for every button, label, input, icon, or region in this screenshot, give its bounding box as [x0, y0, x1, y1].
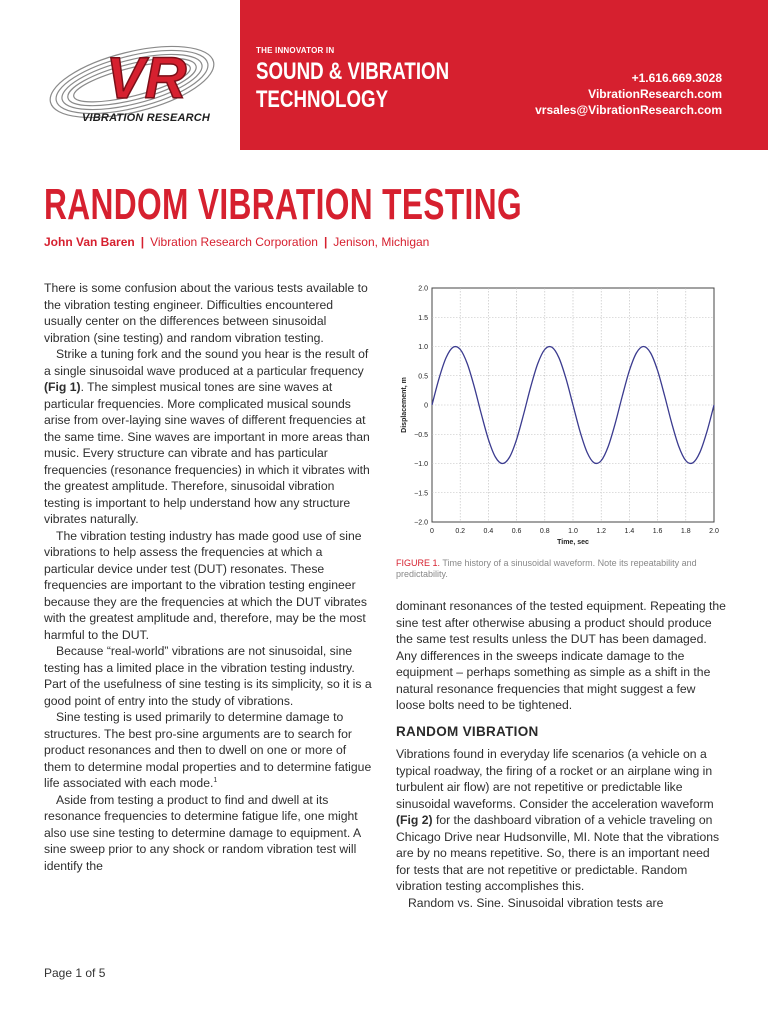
vr-logo	[44, 26, 244, 126]
paragraph	[44, 346, 372, 528]
x-tick-label: 1.0	[568, 528, 578, 535]
byline-separator: |	[323, 235, 328, 249]
paragraph: There is some confusion about the various tests available to the vibration testing engineer. Difficulties encountered usually center on the differences between sinusoidal vibration (sine testing) and random vibration testing.	[44, 281, 368, 345]
section-heading: RANDOM VIBRATION	[396, 723, 539, 739]
y-axis-label: Displacement, m	[401, 377, 408, 433]
byline	[44, 235, 429, 249]
y-tick-label: 0.5	[418, 373, 428, 381]
figure-caption-text: Time history of a sinusoidal waveform. Note its repeatability and predictability.	[396, 558, 697, 579]
sine-wave-chart	[396, 278, 726, 548]
y-tick-label: −1.5	[414, 490, 428, 498]
y-tick-label: 1.0	[418, 344, 428, 351]
logo-letters: VR	[106, 46, 187, 111]
tagline	[256, 58, 449, 114]
y-tick-label: 1.5	[418, 314, 428, 322]
paragraph	[396, 746, 726, 895]
y-tick-label: 2.0	[418, 285, 428, 293]
figure-reference: (Fig 2)	[396, 813, 433, 827]
tagline-line-2: TECHNOLOGY	[256, 86, 389, 113]
figure-caption-label: FIGURE 1.	[396, 558, 441, 568]
x-tick-label: 1.6	[652, 528, 663, 535]
author-organization: Vibration Research Corporation	[150, 235, 318, 249]
x-tick-label: 1.8	[680, 528, 691, 535]
tagline-line-1: SOUND & VIBRATION	[256, 58, 450, 85]
x-tick-label: 0.8	[539, 528, 550, 535]
x-tick-label: 0.2	[455, 528, 466, 535]
author-name: John Van Baren	[44, 235, 135, 249]
x-tick-label: 0.4	[483, 528, 494, 535]
x-axis-label: Time, sec	[557, 539, 589, 546]
article-title: RANDOM VIBRATION TESTING	[44, 180, 522, 229]
x-tick-label: 1.2	[596, 528, 607, 535]
paragraph: Aside from testing a product to find and dwell at its resonance frequencies to determine fatigue life, one might also use sine testing to determine damage to equipment. A sine sweep prior to any shock or random vibration test will identify the	[44, 792, 361, 873]
right-column	[396, 598, 726, 911]
y-tick-label: 0	[424, 402, 428, 410]
figure-reference: (Fig 1)	[44, 380, 81, 394]
logo-caption: VIBRATION RESEARCH	[82, 112, 211, 124]
phone-number[interactable]: +1.616.669.3028	[631, 71, 722, 85]
page-number: Page 1 of 5	[44, 966, 106, 980]
y-tick-label: −2.0	[414, 519, 428, 527]
x-tick-label: 0	[430, 528, 434, 535]
text: for the dashboard vibration of a vehicle traveling on Chicago Drive near Hudsonville, MI. Note that the vibrations are by no means repetitive. So, there is an important need for tests that are not repetitive or predictable. Random vibration testing accomplishes this.	[396, 813, 720, 893]
author-location: Jenison, Michigan	[333, 235, 430, 249]
text: Strike a tuning fork and the sound you hear is the result of a single sinusoidal wave produced at a particular frequency	[44, 347, 369, 378]
figure-1	[396, 278, 726, 548]
text: . The simplest musical tones are sine waves at particular frequencies. More complicated musical sounds arise from over-laying sine waves of different frequencies at the same time. Sine waves are important in more areas than music. Every structure can vibrate and has particular frequencies (resonance frequencies) in which it vibrates with the greatest amplitude. Therefore, sinusoidal vibration testing is important to help understand how any structure vibrates naturally.	[44, 380, 370, 526]
y-tick-label: −0.5	[414, 431, 428, 439]
paragraph: dominant resonances of the tested equipment. Repeating the sine test after otherwise abusing a product should produce the same test results unless the DUT has been damaged. Any differences in the sweeps indicate damage to the equipment – perhaps something as simple as a shift in the natural resonance frequencies that might suggest a few loose bolts need to be tightened.	[396, 599, 726, 712]
x-tick-label: 0.6	[511, 528, 522, 535]
x-tick-label: 1.4	[624, 528, 635, 535]
paragraph	[44, 709, 372, 792]
footnote-marker: 1	[213, 776, 218, 784]
paragraph: Because “real-world” vibrations are not sinusoidal, sine testing has a limited place in the vibration testing industry. Part of the usefulness of sine testing is its simplicity, so it is a good point of entry into the study of vibrations.	[44, 644, 372, 708]
website-link[interactable]: VibrationResearch.com	[588, 87, 722, 101]
contact-info	[535, 70, 722, 118]
x-tick-label: 2.0	[709, 528, 719, 535]
paragraph: The vibration testing industry has made good use of sine vibrations to help assess the frequencies at which a particular device under test (DUT) resonates. These frequencies are important to the vibration testing engineer because they are the frequencies at which the DUT vibrates with the greatest amplitude and, therefore, may be the most harmful to the DUT.	[44, 528, 367, 642]
tagline-small: THE INNOVATOR IN	[256, 46, 335, 55]
text: Sine testing is used primarily to determine damage to structures. The best pro-sine arguments are to search for product resonances and then to dwell on one or more of them to determine modal properties and to determine fatigue life associated with each mode.	[44, 710, 372, 790]
paragraph: Random vs. Sine. Sinusoidal vibration tests are	[408, 895, 664, 910]
email-link[interactable]: vrsales@VibrationResearch.com	[535, 103, 722, 117]
left-column	[44, 280, 372, 874]
byline-separator: |	[140, 235, 145, 249]
figure-caption	[396, 558, 726, 580]
text: Vibrations found in everyday life scenarios (a vehicle on a typical roadway, the firing of a rocket or an airplane wing in turbulent air flow) are not repetitive or predictable like sinusoidal waveforms. Consider the acceleration waveform	[396, 747, 714, 811]
y-tick-label: −1.0	[414, 461, 428, 468]
